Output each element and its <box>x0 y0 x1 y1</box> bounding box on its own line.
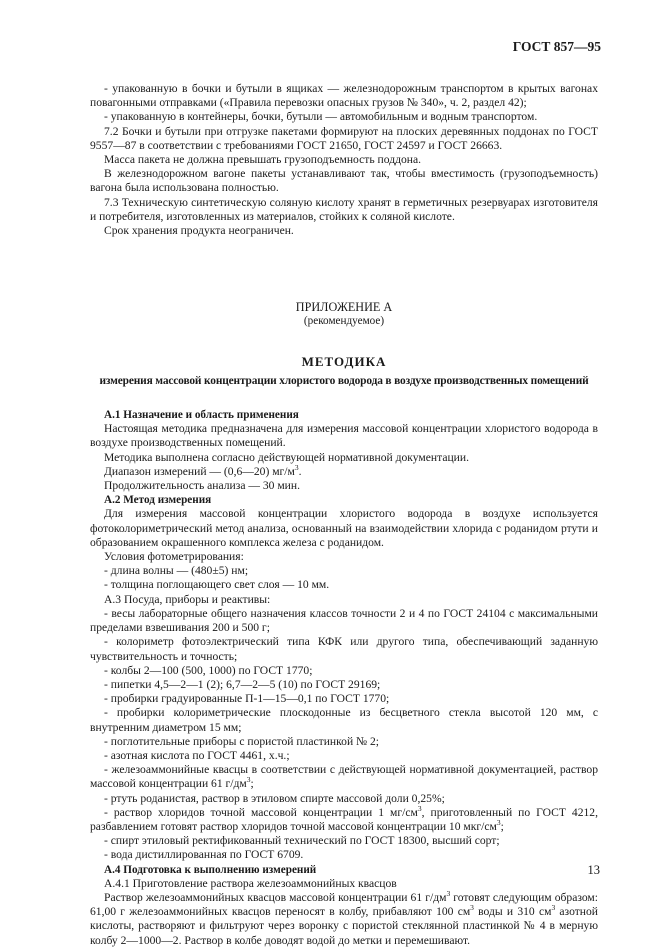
paragraph-package-mass: Масса пакета не должна превышать грузоподъемность поддона. <box>104 153 422 167</box>
a3-item-colorimetric-tubes: - пробирки колориметрические плоскодонные из бесцветного стекла высотой 120 мм, с внутренним диаметром 15 мм; <box>90 706 598 734</box>
a3-item-pipettes: - пипетки 4,5—2—1 (2); 6,7—2—5 (10) по ГОСТ 29169; <box>104 677 381 691</box>
a4-1-heading: А.4.1 Приготовление раствора железоаммонийных квасцов <box>104 876 397 890</box>
a1-duration: Продолжительность анализа — 30 мин. <box>104 479 300 493</box>
a3-item-nitric-acid: - азотная кислота по ГОСТ 4461, х.ч.; <box>104 748 290 762</box>
a1-purpose: Настоящая методика предназначена для измерения массовой концентрации хлористого водорода в воздухе производственных помещений. <box>90 422 598 450</box>
a3-item-water: - вода дистиллированная по ГОСТ 6709. <box>104 848 304 862</box>
page-body <box>90 82 598 948</box>
appendix-note: (рекомендуемое) <box>303 315 385 328</box>
section-a1-heading: А.1 Назначение и область применения <box>104 409 299 422</box>
a3-item-colorimeter: - колориметр фотоэлектрический типа КФК или другого типа, обеспечивающий заданную чувствительность и точность; <box>90 635 598 663</box>
a3-item-chloride-solution: - раствор хлоридов точной массовой концентрации 1 $мг/см^3$, приготовленный по ГОСТ 4212, разбавлением готовят раствор хлоридов точной массовой концентрации 10 мкг/$см^3$; <box>90 803 598 833</box>
a3-item-scales: - весы лабораторные общего назначения классов точности 2 и 4 по ГОСТ 24104 с максимальными пределами взвешивания 200 и 500 г; <box>90 606 598 635</box>
paragraph-transport-rail: - упакованную в бочки и бутыли в ящиках — железнодорожным транспортом в крытых вагонах повагонными отправками («Правила перевозки опасных грузов № 340», ч. 2, раздел 42); <box>90 82 598 110</box>
a2-wavelength: - длина волны — (480±5) нм; <box>104 564 249 578</box>
a2-conditions: Условия фотометрирования: <box>104 550 244 564</box>
a3-item-ethanol: - спирт этиловый ректификованный технический по ГОСТ 18300, высший сорт; <box>104 834 500 848</box>
paragraph-storage-term: Срок хранения продукта неограничен. <box>104 224 294 238</box>
a3-item-mercury-thiocyanate: - ртуть роданистая, раствор в этиловом спирте массовой доли 0,25%; <box>104 791 445 805</box>
a3-item-iron-alum: - железоаммонийные квасцы в соответствии с действующей нормативной документацией, раствор массовой концентрации 61 $г/дм^3$; <box>90 763 598 791</box>
appendix-label: ПРИЛОЖЕНИЕ А <box>295 300 393 315</box>
a1-range: Диапазон измерений — (0,6—20) $мг/м^3$. <box>104 463 302 478</box>
page-number: 13 <box>587 863 600 877</box>
a3-item-absorbers: - поглотительные приборы с пористой пластинкой № 2; <box>104 734 380 748</box>
section-a3-heading: А.3 Посуда, приборы и реактивы: <box>104 592 271 606</box>
a3-item-test-tubes: - пробирки градуированные П-1—15—0,1 по ГОСТ 1770; <box>104 692 390 706</box>
section-a4-heading: А.4 Подготовка к выполнению измерений <box>104 863 317 876</box>
a4-1-procedure: Раствор железоаммонийных квасцов массовой концентрации 61 $г/дм^3$ готовят следующим образом: 61,00 г железоаммонийных квасцов переносят в колбу, прибавляют 100 $см^3$ воды и 310 $см^3$ азотной кислоты, растворяют и фильтруют через воронку с пористой стеклянной пластинкой № 4 в мерную колбу 2—1000—2. Раствор в колбе доводят водой до метки и перемешивают. <box>90 889 598 947</box>
paragraph-7-3: 7.3 Техническую синтетическую соляную кислоту хранят в герметичных резервуарах изготовителя и потребителя, изготовленных из материалов, стойких к соляной кислоте. <box>90 195 598 223</box>
paragraph-wagon-loading: В железнодорожном вагоне пакеты устанавливают так, чтобы вместимость (грузоподъемность) вагона была использована полностью. <box>90 167 598 195</box>
a3-item-flasks: - колбы 2—100 (500, 1000) по ГОСТ 1770; <box>104 663 313 677</box>
paragraph-7-2: 7.2 Бочки и бутыли при отгрузке пакетами формируют на плоских деревянных поддонах по ГОСТ 9557—87 в соответствии с требованиями ГОСТ 21650, ГОСТ 24597 и ГОСТ 26663. <box>90 124 598 152</box>
appendix-subtitle: измерения массовой концентрации хлористого водорода в воздухе производственных помещений <box>99 374 589 387</box>
a1-documentation: Методика выполнена согласно действующей нормативной документации. <box>104 450 469 464</box>
standard-code-header: ГОСТ 857—95 <box>512 39 601 54</box>
a2-method: Для измерения массовой концентрации хлористого водорода в воздухе используется фотоколориметрический метод анализа, основанный на взаимодействии хлорида с роданидом ртути и образованием окрашенного комплекса железа с роданидом. <box>90 507 598 549</box>
section-a2-heading: А.2 Метод измерения <box>104 494 212 507</box>
appendix-title: МЕТОДИКА <box>301 353 387 369</box>
paragraph-transport-road: - упакованную в контейнеры, бочки, бутыли — автомобильным и водным транспортом. <box>104 110 538 124</box>
a2-layer-thickness: - толщина поглощающего свет слоя — 10 мм. <box>104 578 330 592</box>
